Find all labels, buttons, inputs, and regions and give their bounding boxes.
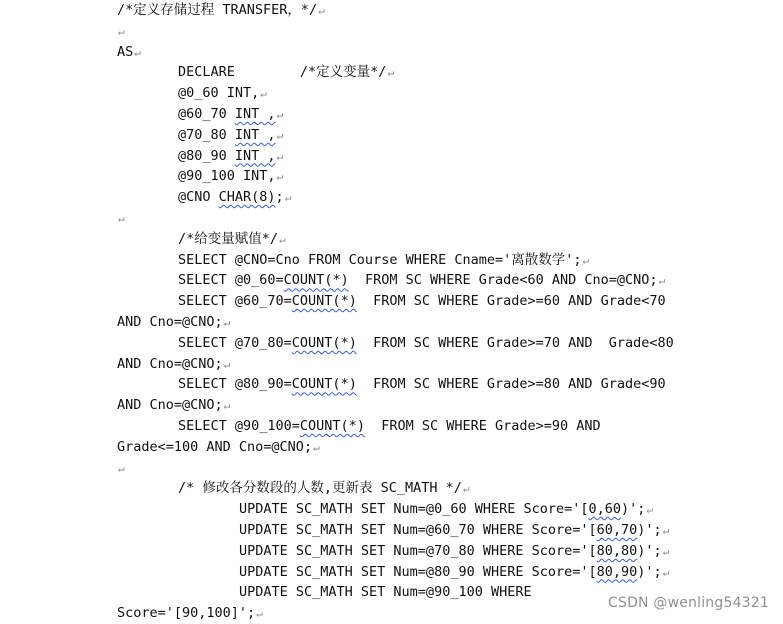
code-line bbox=[239, 541, 669, 562]
code-line bbox=[178, 416, 601, 437]
code-text: FROM SC WHERE Grade>=80 AND Grade<90 bbox=[356, 376, 666, 393]
spellcheck-flagged-text: CHAR(8) bbox=[218, 189, 276, 206]
spellcheck-flagged-text: 60,70 bbox=[596, 522, 638, 538]
code-text: /*定义存储过程 TRANSFER，*/ bbox=[117, 2, 318, 18]
spellcheck-flagged-text: 0,60 bbox=[588, 501, 622, 518]
code-line bbox=[117, 395, 230, 416]
code-text: SELECT @CNO=Cno FROM Course WHERE Cname='离散数学'; bbox=[178, 251, 582, 268]
csdn-watermark: CSDN @wenling54321 bbox=[608, 595, 769, 611]
paragraph-mark-icon: ↵ bbox=[662, 565, 670, 579]
code-line bbox=[239, 582, 532, 603]
code-line bbox=[239, 562, 669, 583]
spellcheck-flagged-text: COUNT(*) bbox=[291, 334, 357, 351]
code-line bbox=[239, 499, 653, 520]
code-text: FROM SC WHERE Grade>=60 AND Grade<70 bbox=[356, 293, 666, 310]
paragraph-mark-icon: ↵ bbox=[276, 149, 284, 163]
code-text: @80_90 bbox=[178, 147, 235, 164]
code-line bbox=[178, 187, 291, 208]
code-line bbox=[178, 83, 267, 104]
paragraph-mark-icon: ↵ bbox=[318, 4, 325, 17]
paragraph-mark-icon: ↵ bbox=[646, 503, 654, 517]
paragraph-mark-icon: ↵ bbox=[276, 170, 284, 184]
code-line bbox=[178, 62, 394, 83]
code-text: AND Cno=@CNO; bbox=[117, 314, 223, 330]
paragraph-mark-icon: ↵ bbox=[658, 274, 666, 288]
code-text: FROM SC WHERE Grade<60 AND Cno=@CNO; bbox=[348, 272, 658, 289]
code-line bbox=[117, 312, 230, 333]
spellcheck-flagged-text: INT , bbox=[234, 147, 276, 164]
spellcheck-flagged-text: COUNT(*) bbox=[299, 418, 365, 434]
code-text: UPDATE SC_MATH SET Num=@0_60 WHERE Score='[ bbox=[239, 501, 589, 518]
code-text: ; bbox=[275, 189, 284, 206]
spellcheck-flagged-text: COUNT(*) bbox=[283, 272, 349, 289]
code-line bbox=[117, 354, 230, 375]
code-line bbox=[117, 603, 263, 624]
code-text: SELECT @70_80= bbox=[178, 334, 292, 351]
spellcheck-flagged-text: 80,80 bbox=[596, 542, 638, 559]
code-text: Grade<=100 AND Cno=@CNO; bbox=[117, 438, 313, 455]
spellcheck-flagged-text: 80,90 bbox=[596, 563, 638, 580]
paragraph-mark-icon: ↵ bbox=[662, 544, 670, 558]
code-text: @0_60 INT, bbox=[178, 85, 260, 102]
code-text: UPDATE SC_MATH SET Num=@60_70 WHERE Score='[ bbox=[239, 522, 597, 538]
paragraph-mark-icon: ↵ bbox=[662, 524, 670, 537]
paragraph-mark-icon: ↵ bbox=[276, 128, 284, 142]
code-line bbox=[178, 478, 470, 499]
code-text: )'; bbox=[621, 501, 646, 518]
code-text: AND Cno=@CNO; bbox=[117, 397, 223, 414]
code-line bbox=[178, 166, 283, 187]
code-line bbox=[117, 437, 320, 458]
spellcheck-flagged-text: COUNT(*) bbox=[291, 293, 357, 310]
code-text: @60_70 bbox=[178, 106, 235, 122]
paragraph-mark-icon: ↵ bbox=[256, 607, 263, 621]
code-text: @CNO bbox=[178, 189, 219, 206]
code-text: )'; bbox=[637, 522, 662, 538]
paragraph-mark-icon: ↵ bbox=[276, 108, 284, 121]
code-line bbox=[178, 125, 283, 146]
code-line bbox=[178, 104, 283, 125]
paragraph-mark-icon: ↵ bbox=[313, 440, 320, 454]
code-text: SELECT @60_70= bbox=[178, 293, 292, 310]
code-text: FROM SC WHERE Grade>=90 AND bbox=[364, 418, 601, 434]
code-line bbox=[117, 458, 125, 479]
code-text: @90_100 INT, bbox=[178, 168, 276, 185]
paragraph-mark-icon: ↵ bbox=[279, 232, 286, 246]
code-text: @70_80 bbox=[178, 126, 235, 143]
spellcheck-flagged-text: COUNT(*) bbox=[291, 376, 357, 393]
code-text: AND Cno=@CNO; bbox=[117, 355, 223, 372]
code-text: )'; bbox=[637, 563, 662, 580]
code-text: /* 修改各分数段的人数,更新表 SC_MATH */ bbox=[178, 480, 462, 497]
code-line bbox=[178, 229, 286, 250]
spellcheck-flagged-text: INT , bbox=[234, 106, 276, 122]
paragraph-mark-icon: ↵ bbox=[284, 191, 292, 205]
code-line bbox=[117, 21, 125, 42]
code-line bbox=[178, 374, 666, 395]
paragraph-mark-icon: ↵ bbox=[387, 66, 395, 80]
paragraph-mark-icon: ↵ bbox=[118, 24, 125, 38]
code-text: SELECT @80_90= bbox=[178, 376, 292, 393]
code-line bbox=[117, 0, 325, 21]
paragraph-mark-icon: ↵ bbox=[118, 212, 125, 225]
code-text: /*给变量赋值*/ bbox=[178, 230, 279, 247]
code-line bbox=[178, 146, 283, 167]
code-text: SELECT @0_60= bbox=[178, 272, 284, 289]
code-line bbox=[178, 250, 589, 271]
code-text: AS bbox=[117, 43, 134, 60]
spellcheck-flagged-text: INT , bbox=[234, 126, 276, 143]
code-line bbox=[178, 291, 666, 312]
paragraph-mark-icon: ↵ bbox=[462, 482, 470, 496]
code-line bbox=[239, 520, 669, 541]
code-line bbox=[178, 333, 674, 354]
code-line bbox=[117, 42, 141, 63]
code-text: UPDATE SC_MATH SET Num=@90_100 WHERE bbox=[239, 584, 532, 601]
paragraph-mark-icon: ↵ bbox=[118, 461, 125, 475]
code-line bbox=[178, 270, 665, 291]
code-text: )'; bbox=[637, 542, 662, 559]
paragraph-mark-icon: ↵ bbox=[134, 45, 141, 59]
paragraph-mark-icon: ↵ bbox=[223, 399, 231, 413]
paragraph-mark-icon: ↵ bbox=[582, 253, 590, 267]
paragraph-mark-icon: ↵ bbox=[260, 87, 267, 101]
paragraph-mark-icon: ↵ bbox=[223, 316, 231, 329]
code-text: UPDATE SC_MATH SET Num=@70_80 WHERE Score='[ bbox=[239, 542, 597, 559]
code-text: SELECT @90_100= bbox=[178, 418, 300, 434]
code-text: Score='[90,100]'; bbox=[117, 605, 256, 622]
code-line bbox=[117, 208, 125, 229]
code-text: FROM SC WHERE Grade>=70 AND Grade<80 bbox=[356, 334, 674, 351]
code-text: DECLARE /*定义变量*/ bbox=[178, 64, 387, 81]
paragraph-mark-icon: ↵ bbox=[223, 357, 231, 371]
code-text: UPDATE SC_MATH SET Num=@80_90 WHERE Score='[ bbox=[239, 563, 597, 580]
